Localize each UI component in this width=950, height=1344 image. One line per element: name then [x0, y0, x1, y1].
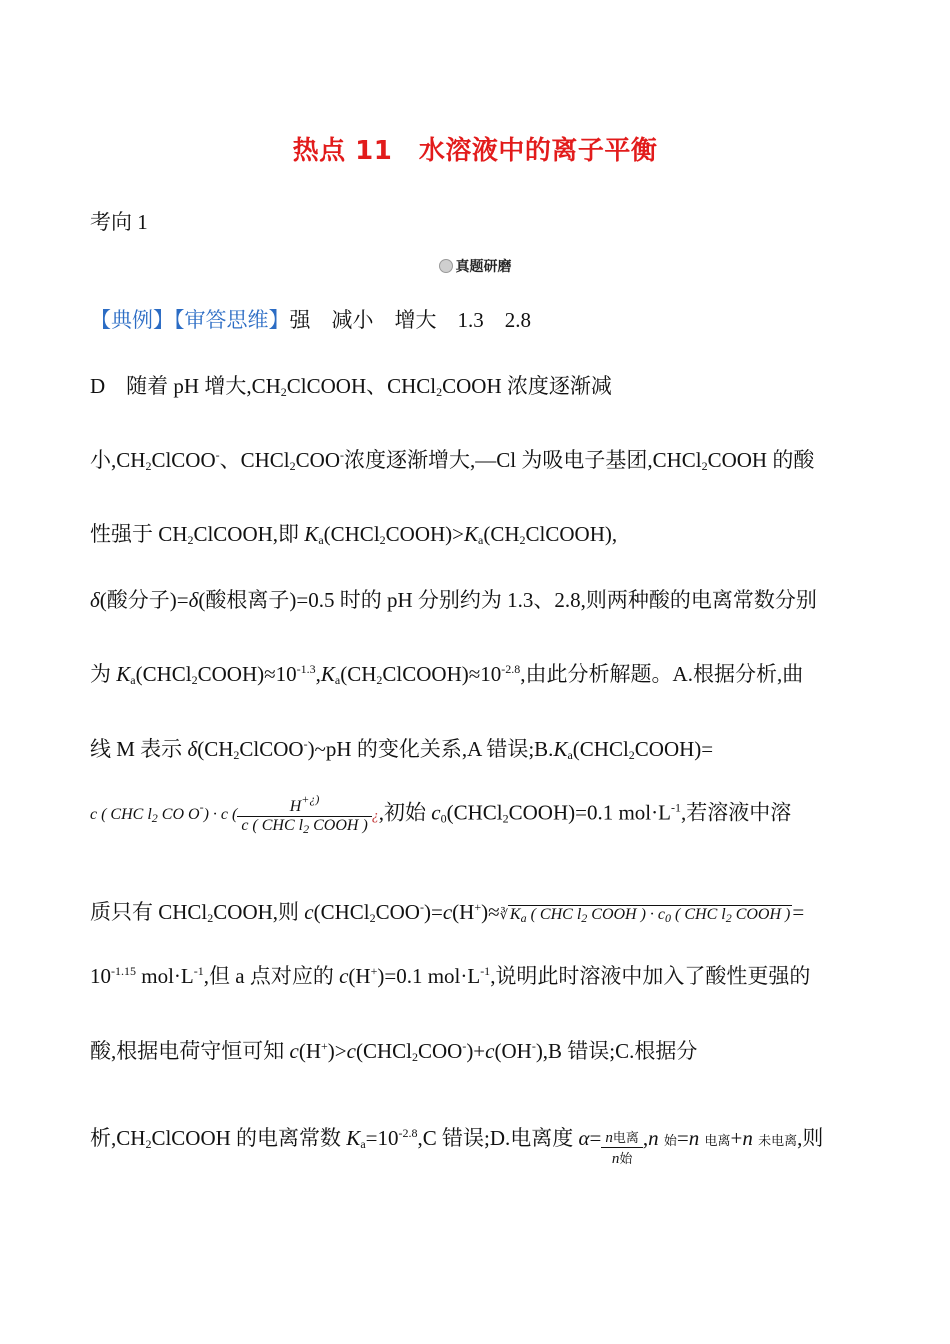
- solution-line-7: c ( CHC $l_2$ CO O-) · c ( $\frac{H^{+¿)}}{c ( CHC l_2 COOH )}$ ¿,初始 $c_0(CHCl_2COOH)=0.1$ $mol\cdot L^{-1}$,若溶液中溶: [90, 792, 792, 836]
- alpha-fraction: $\frac{\text{n电离}}{\text{n始}}$: [601, 1127, 643, 1168]
- solution-line-1: D 随着 pH 增大$,CH_2ClCOOH$、CHCl$_2$COOH 浓度逐渐减: [90, 374, 612, 399]
- solution-line-8: 质只有 CHCl$_2$COOH,则 c(CHCl$_2$COO-)=c(H+)≈∛ $K_a$ ( CHC $l_2$ COOH ) · $c_0$ ( CHC $l_2$ COOH )=: [90, 900, 805, 925]
- solution-line-5: 为 $K_a(CHCl_2COOH)\approx 10^{-1.3},K_a(CH_2ClCOOH)\approx 10^{-2.8}$,由此分析解题。A.根据分析,曲: [90, 662, 804, 687]
- solution-line-11: 析$,CH_2ClCOOH$ 的电离常数 $K_a=10^{-2.8},C$ 错误;D.电离度 α= $\frac{\text{n电离}}{\text{n始}}$ ,n 始=n 电离+n 未电离,则: [90, 1126, 824, 1167]
- badge-label: 真题研磨: [455, 260, 512, 275]
- solution-line-2: 小$,CH_2ClCOO^-$、CHCl$_2$COO-浓度逐渐增大,—Cl 为吸电子基团,CHCl$_2$COOH 的酸: [90, 448, 815, 473]
- section-badge: [0, 256, 950, 276]
- ka-expression: c ( CHC $l_2$ CO O-) · c (: [90, 800, 238, 826]
- badge-icon: [439, 259, 453, 273]
- solution-line-9: $10^{-1.15}$ $mol\cdot L^{-1}$,但 a 点对应的 c(H+)=0.1 $mol\cdot L^{-1}$,说明此时溶液中加入了酸性更强的: [90, 964, 811, 988]
- ka-fraction: $\frac{H^{+¿)}}{c ( CHC l_2 COOH )}$: [237, 792, 371, 837]
- sqrt-expression: ∛ $K_a$ ( CHC $l_2$ COOH ) · $c_0$ ( CHC $l_2$ COOH ): [499, 906, 791, 925]
- example-tag: 【典例】: [90, 308, 174, 332]
- solution-line-10: 酸,根据电荷守恒可知 c(H+)>c(CHCl$_2$COO-)+c(OH-),B 错误;C.根据分: [90, 1039, 698, 1064]
- solution-line-3: 性强于 $CH_2ClCOOH$,即 $K_a(CHCl_2COOH)>K_a(CH_2ClCOOH)$,: [90, 522, 618, 547]
- example-answers: 强 减小 增大 1.3 2.8: [289, 308, 531, 332]
- page-title: 热点 11 水溶液中的离子平衡: [292, 136, 658, 166]
- solution-line-6: 线 M 表示 $\delta(CH_2ClCOO^-)\sim pH$ 的变化关系,A 错误$;B.K_a(CHCl_2COOH)=$: [90, 737, 714, 762]
- example-line: [90, 304, 531, 334]
- solution-line-4: δ(酸分子)=δ(酸根离子)=0.5 时的 pH 分别约为 1.3、2.8,则两种酸的电离常数分别: [90, 588, 817, 612]
- section-heading: 考向 1: [90, 210, 148, 234]
- analysis-tag: 【审答思维】: [174, 308, 290, 332]
